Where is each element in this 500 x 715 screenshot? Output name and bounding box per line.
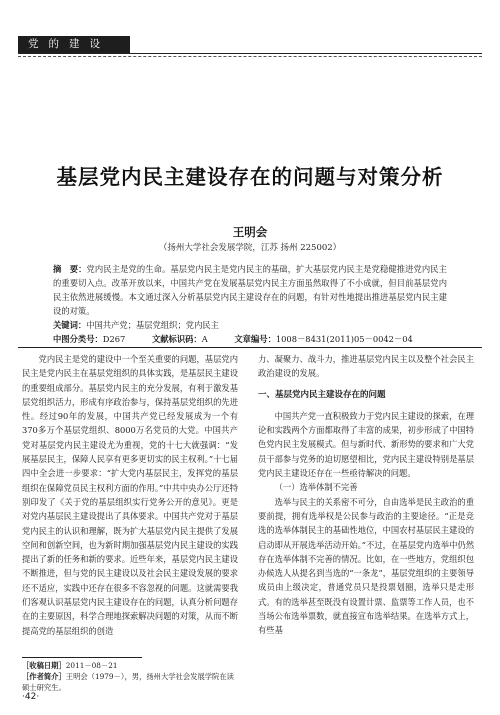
body-column-right (258, 352, 474, 638)
footnote-rule (22, 657, 142, 658)
clc-number (53, 334, 125, 344)
clc-label: 中图分类号： (53, 334, 103, 344)
article-no-value: 1008－8431(2011)05－0042－04 (275, 334, 413, 344)
body-paragraph-continued: 力、凝聚力、战斗力，推进基层党内民主以及整个社会民主政治建设的发展。 (258, 354, 474, 379)
article-no-label: 文章编号： (234, 334, 276, 344)
received-date-line (22, 660, 238, 671)
author-bio-line (22, 671, 238, 693)
author-affiliation: （扬州大学社会发展学院，江苏 扬州 225002） (158, 243, 342, 253)
abstract (53, 262, 447, 318)
author-bio-label: ［作者简介］ (22, 672, 66, 681)
abstract-text: 党内民主是党的生命。基层党内民主是党内民主的基础，扩大基层党内民主是党稳健推进党内民主的重要切入点。改革开放以来，中国共产党在发展基层党内民主方面虽然取得了不小成就，但目前基层党内民主依然进展缓慢。本文通过深入分析基层党内民主建设存在的问题，有针对性地提出推进基层党内民主建设的对策。 (53, 264, 447, 316)
author-bio: 王明会（1979－），男，扬州大学社会发展学院在读硕士研究生。 (22, 672, 234, 692)
column-banner: 党的建设 (18, 36, 130, 53)
clc-value: D267 (102, 334, 126, 344)
header-rule (18, 53, 482, 54)
section-heading: 一、基层党内民主建设存在的问题 (258, 389, 386, 400)
article-title: 基层党内民主建设存在的问题与对策分析 (56, 165, 444, 189)
header-rule-dashed (18, 56, 482, 57)
keywords-text: 中国共产党；基层党组织；党内民主 (86, 320, 219, 330)
author-name: 王明会 (232, 225, 268, 239)
keywords-label: 关键词： (53, 320, 87, 330)
footnote (22, 660, 238, 693)
article-number (234, 334, 412, 344)
subsection-heading: （一）选举体制不完善 (274, 482, 358, 493)
keywords (53, 318, 447, 332)
received-label: ［收稿日期］ (22, 661, 66, 670)
doc-code-label: 文献标识码： (151, 334, 202, 344)
abstract-rule (18, 347, 482, 348)
doc-code (152, 334, 208, 344)
abstract-label: 摘 要： (53, 264, 87, 274)
page-number: ·42· (22, 692, 40, 702)
classification-line (53, 332, 473, 346)
body-paragraph: 选举与民主的关系密不可分，自由选举是民主政治的重要前提，拥有选举权是公民参与政治的主要途径。“正是竞选的选举体制民主的基础性地位，中国农村基层民主建设的启动即从开展选举活动开始。”不过，在基层党内选举中仍然存在选举体制不完善的情况。比如，在一些地方，党组织包办候选人从提名到当选的“一条龙”，基层党组织的主要领导成员由上级决定，普通党员只是投票划圈，选举只是走形式。有的选举甚至既没有设置计票、监票等工作人员，也不当场公布选举票数，就直接宣布选举结果。在选举方式上，有些基 (258, 496, 474, 636)
doc-code-value: A (201, 334, 208, 344)
received-date: 2011－08－21 (65, 661, 118, 670)
body-paragraph: 中国共产党一直积极致力于党内民主建设的探索，在理论和实践两个方面都取得了丰富的成果，初步形成了中国特色党内民主发展模式。但与新时代、新形势的要求和广大党员干部参与党务的迫切愿望相比，党内民主建设特别是基层党内民主建设还存在一些亟待解决的问题。 (258, 410, 474, 479)
body-column-left (22, 352, 238, 638)
body-paragraph: 党内民主是党的建设中一个至关重要的问题，基层党内民主是党内民主在基层党组织的具体实践，是基层民主建设的重要组成部分。基层党内民主的充分发展，有利于激发基层党组织活力，形成有序政治参与，保持基层党组织的先进性。经过90年的发展，中国共产党已经发展成为一个有370多万个基层党组织、8000万名党员的大党。中国共产党对基层党内民主建设尤为重视，党的十七大就强调：“发展基层民主，保障人民享有更多更切实的民主权利。”十七届四中全会进一步要求：“扩大党内基层民主，发挥党的基层组织在保障党员民主权利方面的作用。”中共中央办公厅还特别印发了《关于党的基层组织实行党务公开的意见》。更是对党内基层民主建设提出了具体要求。中国共产党对于基层党内民主的认识和理解，既为扩大基层党内民主提供了发展空间和创新空间，也为新时期加强基层党内民主建设的实践提出了新的任务和新的要求。近些年来，基层党内民主建设不断推进，但与党的民主建设以及社会民主建设发展的要求还不适应，实践中还存在很多不容忽视的问题。这就需要我们客观认识基层党内民主建设存在的问题，认真分析问题存在的主要原因，科学合理地探索解决问题的对策，从而不断提高党的基层组织的创造 (22, 354, 238, 636)
